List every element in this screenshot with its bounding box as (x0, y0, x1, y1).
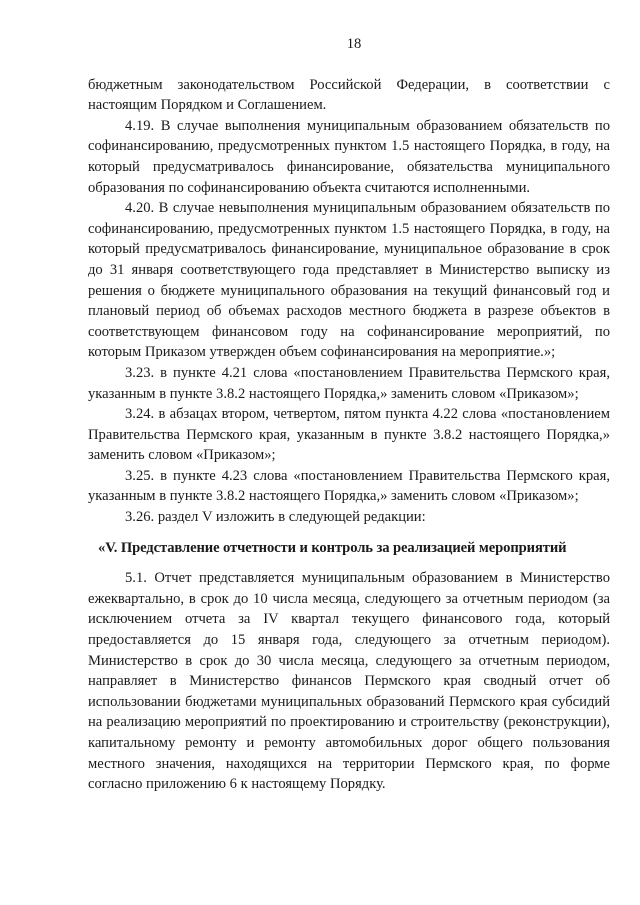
paragraphs-before (88, 75, 610, 528)
paragraph-5-1: 5.1. Отчет представляется муниципальным образованием в Министерство ежеквартально, в срок до 10 числа месяца, следующего за отчетным периодом (за исключением отчета за IV квартал текущего финансового года, который предоставляется до 15 января года, следующего за отчетным периодом). Министерство в срок до 30 числа месяца, следующего за отчетным периодом, направляет в Министерство финансов Пермского края сводный отчет об использовании бюджетами муниципальных образований Пермского края субсидий на реализацию мероприятий по проектированию и строительству (реконструкции), капитальному ремонту и ремонту автомобильных дорог общего пользования местного значения, находящихся на территории Пермского края, по форме согласно приложению 6 к настоящему Порядку. (88, 570, 610, 793)
paragraph-3-23: 3.23. в пункте 4.21 слова «постановлением Правительства Пермского края, указанным в пункте 3.8.2 настоящего Порядка,» заменить словом «Приказом»; (88, 364, 610, 402)
paragraph-continuation: бюджетным законодательством Российской Федерации, в соответствии с настоящим Порядком и Соглашением. (88, 76, 610, 114)
page-number: 18 (346, 36, 362, 52)
paragraphs-after (88, 568, 610, 795)
paragraph-3-25: 3.25. в пункте 4.23 слова «постановлением Правительства Пермского края, указанным в пункте 3.8.2 настоящего Порядка,» заменить словом «Приказом»; (88, 467, 610, 505)
paragraph-4-20: 4.20. В случае невыполнения муниципальным образованием обязательств по софинансированию, предусмотренных пунктом 1.5 настоящего Порядка, в году, на который предусматривалось финансирование, муниципальное образование в срок до 31 января соответствующего года представляет в Министерство выписку из решения о бюджете муниципального образования на текущий финансовый год и плановый период об объемах расходов местного бюджета в разрезе объектов в соответствующем финансовом году на софинансирование мероприятий, по которым Приказом утвержден объем софинансирования на мероприятие.»; (88, 200, 610, 361)
paragraph-4-19: 4.19. В случае выполнения муниципальным образованием обязательств по софинансированию, предусмотренных пунктом 1.5 настоящего Порядка, в году, на который предусматривалось финансирование, обязательства муниципального образования по софинансированию объекта считаются исполненными. (88, 117, 610, 196)
paragraph-3-26: 3.26. раздел V изложить в следующей редакции: (125, 509, 426, 526)
paragraph-3-24: 3.24. в абзацах втором, четвертом, пятом пункта 4.22 слова «постановлением Правительства Пермского края, указанным в пункте 3.8.2 настоящего Порядка,» заменить словом «Приказом»; (88, 406, 610, 464)
section-heading: «V. Представление отчетности и контроль за реализацией мероприятий (98, 539, 567, 556)
